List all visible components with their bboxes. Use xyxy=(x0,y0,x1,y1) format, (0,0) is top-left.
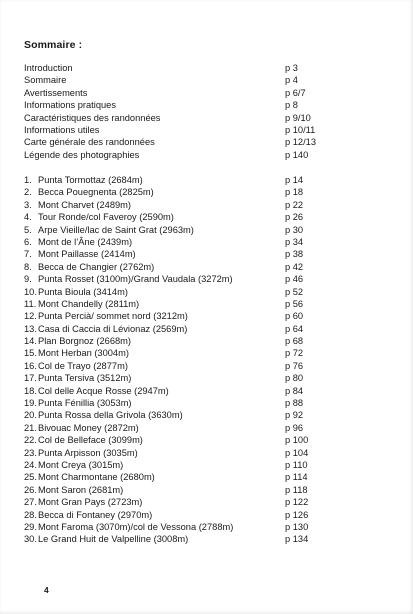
toc-entry-page: p 140 xyxy=(285,149,309,160)
toc-entry-text: Tour Ronde/col Faveroy (2590m) xyxy=(38,212,174,223)
page-number: 4 xyxy=(44,585,49,595)
toc-entry-page: p 4 xyxy=(285,75,298,86)
toc-entry-page: p 122 xyxy=(285,497,309,508)
intro-entries xyxy=(24,62,324,161)
toc-entry-label xyxy=(24,248,136,260)
toc-entry-text: Mont Charvet (2489m) xyxy=(38,199,132,210)
toc-entry xyxy=(24,211,324,223)
toc-entry-page: p 8 xyxy=(285,100,298,111)
toc-title: Sommaire : xyxy=(24,39,83,51)
toc-entry-page: p 96 xyxy=(285,422,304,433)
toc-entry-label xyxy=(24,211,174,223)
toc-entry-page: p 22 xyxy=(285,199,304,210)
toc-entry xyxy=(24,434,324,446)
toc-entry xyxy=(24,422,324,434)
toc-entry-page: p 100 xyxy=(285,435,309,446)
toc-entry-page: p 56 xyxy=(285,298,304,309)
toc-entry-number: 5. xyxy=(24,224,32,235)
toc-entry-text: Becca Pouegnenta (2825m) xyxy=(38,187,154,198)
toc-entry-page: p 14 xyxy=(285,175,304,185)
toc-entry-text: Mont de l’Âne (2439m) xyxy=(38,236,133,247)
toc-entry-page: p 30 xyxy=(285,224,304,235)
toc-entry-page: p 130 xyxy=(285,521,309,532)
toc-entry-text: Arpe Vieille/lac de Saint Grat (2963m) xyxy=(38,224,194,235)
toc-entry xyxy=(24,471,324,483)
toc-entry xyxy=(24,310,324,322)
toc-entry-text: Col delle Acque Rosse (2947m) xyxy=(38,385,169,396)
toc-entry-page: p 64 xyxy=(285,323,304,334)
toc-entry xyxy=(24,484,324,496)
toc-entry xyxy=(24,521,324,533)
toc-entry-label: Informations pratiques xyxy=(24,100,116,111)
toc-entry-label xyxy=(24,509,152,521)
toc-entry xyxy=(24,149,324,161)
toc-entry-text: Punta Bioula (3414m) xyxy=(38,286,128,297)
toc-entry-text: Col de Belleface (3099m) xyxy=(38,435,143,446)
toc-entry-number: 23. xyxy=(24,447,37,458)
toc-entry xyxy=(24,385,324,397)
toc-entry-label xyxy=(24,397,132,409)
toc-entry-page: p 12/13 xyxy=(285,137,317,148)
toc-entry-text: Mont Paillasse (2414m) xyxy=(38,249,136,260)
toc-entry xyxy=(24,273,324,285)
toc-entry-text: Punta Fénillia (3053m) xyxy=(38,398,132,409)
toc-entry xyxy=(24,409,324,421)
toc-entry-label xyxy=(24,286,128,298)
toc-entry-text: Punta Rosset (3100m)/Grand Vaudala (3272m) xyxy=(38,274,233,285)
toc-entry xyxy=(24,397,324,409)
toc-entry xyxy=(24,199,324,211)
toc-entry xyxy=(24,99,324,111)
toc-entry-label xyxy=(24,199,131,211)
toc-entry-label xyxy=(24,484,123,496)
toc-entry-label xyxy=(24,385,169,397)
toc-entry xyxy=(24,186,324,198)
toc-entry-number: 1. xyxy=(24,175,32,185)
toc-entry-text: Punta Rossa della Grivola (3630m) xyxy=(38,410,183,421)
toc-entry xyxy=(24,335,324,347)
toc-entry-number: 22. xyxy=(24,435,37,446)
toc-entry-label xyxy=(24,459,123,471)
toc-entry-number: 21. xyxy=(24,422,37,433)
toc-entry-number: 18. xyxy=(24,385,37,396)
toc-entry-page: p 18 xyxy=(285,187,304,198)
toc-entry xyxy=(24,286,324,298)
toc-entry-label xyxy=(24,471,155,483)
toc-entry-label xyxy=(24,409,183,421)
toc-entry-number: 25. xyxy=(24,472,37,483)
toc-entry-page: p 42 xyxy=(285,261,304,272)
toc-entry-page: p 26 xyxy=(285,212,304,223)
toc-entry-number: 26. xyxy=(24,484,37,495)
toc-entry-text: Mont Herban (3004m) xyxy=(38,348,129,359)
toc-entry-page: p 126 xyxy=(285,509,309,520)
toc-entry-label xyxy=(24,298,139,310)
toc-entry-page: p 3 xyxy=(285,63,298,73)
toc-entry-label xyxy=(24,261,154,273)
toc-entry-label xyxy=(24,533,188,545)
toc-entry-number: 6. xyxy=(24,236,32,247)
toc-entry-text: Punta Tormottaz (2684m) xyxy=(38,175,143,185)
toc-entry-page: p 68 xyxy=(285,336,304,347)
toc-entry-number: 10. xyxy=(24,286,37,297)
toc-entry-label xyxy=(24,224,194,236)
toc-entry-page: p 10/11 xyxy=(285,124,316,135)
toc-entry-text: Mont Saron (2681m) xyxy=(38,484,124,495)
toc-entry-page: p 118 xyxy=(285,484,308,495)
toc-entry xyxy=(24,347,324,359)
toc-entry-text: Punta Tersiva (3512m) xyxy=(38,373,132,384)
toc-entry-label xyxy=(24,521,233,533)
toc-entry-page: p 104 xyxy=(285,447,309,458)
toc-entry-label xyxy=(24,347,129,359)
toc-entry-label xyxy=(24,335,131,347)
toc-entry-number: 28. xyxy=(24,509,37,520)
toc-entry-page: p 110 xyxy=(285,459,308,470)
toc-entry xyxy=(24,74,324,86)
toc-entry xyxy=(24,323,324,335)
toc-entry-number: 20. xyxy=(24,410,37,421)
toc-entry xyxy=(24,459,324,471)
toc-entry xyxy=(24,261,324,273)
toc-entry-label xyxy=(24,422,139,434)
toc-entry-page: p 88 xyxy=(285,398,304,409)
toc-entry xyxy=(24,509,324,521)
toc-entry-label xyxy=(24,186,154,198)
toc-entry-text: Punta Percià/ sommet nord (3212m) xyxy=(38,311,188,322)
toc-entry xyxy=(24,533,324,545)
toc-entry xyxy=(24,174,324,186)
toc-entry-page: p 6/7 xyxy=(285,87,306,98)
toc-entry xyxy=(24,360,324,372)
toc-entry-page: p 114 xyxy=(285,472,308,483)
toc-entry-label xyxy=(24,434,143,446)
toc-entry-number: 17. xyxy=(24,373,37,384)
toc-entry-label xyxy=(24,310,188,322)
toc-entry xyxy=(24,62,324,74)
toc-entry-page: p 9/10 xyxy=(285,112,311,123)
toc-entry-number: 12. xyxy=(24,311,37,322)
toc-entry-page: p 34 xyxy=(285,236,304,247)
toc-entry xyxy=(24,447,324,459)
toc-entry-number: 19. xyxy=(24,398,37,409)
toc-entry-number: 30. xyxy=(24,534,37,545)
toc-entry-page: p 38 xyxy=(285,249,304,260)
toc-entry xyxy=(24,136,324,148)
toc-entry-label: Informations utiles xyxy=(24,124,100,135)
toc-entry-label xyxy=(24,236,132,248)
toc-entry-text: Le Grand Huit de Valpelline (3008m) xyxy=(38,534,189,545)
toc-entry-text: Bivouac Money (2872m) xyxy=(38,422,139,433)
toc-entry-number: 27. xyxy=(24,497,37,508)
toc-entry-label xyxy=(24,360,128,372)
toc-entry-label: Légende des photographies xyxy=(24,149,140,160)
toc-entry-number: 3. xyxy=(24,199,32,210)
toc-entry-page: p 72 xyxy=(285,348,304,359)
toc-entry-text: Becca di Fontaney (2970m) xyxy=(38,509,153,520)
toc-entry xyxy=(24,298,324,310)
hike-entries xyxy=(24,174,324,546)
toc-entry-label xyxy=(24,372,131,384)
toc-entry-page: p 92 xyxy=(285,410,304,421)
toc-entry-number: 14. xyxy=(24,336,37,347)
toc-entry-number: 8. xyxy=(24,261,32,272)
toc-entry-label xyxy=(24,273,233,285)
toc-entry-text: Punta Arpisson (3035m) xyxy=(38,447,138,458)
toc-entry-number: 9. xyxy=(24,274,32,285)
toc-entry-page: p 76 xyxy=(285,360,304,371)
toc-entry-text: Mont Creya (3015m) xyxy=(38,459,124,470)
toc-entry-number: 15. xyxy=(24,348,37,359)
toc-entry xyxy=(24,224,324,236)
toc-entry-text: Mont Chandelly (2811m) xyxy=(38,298,140,309)
toc-entry-text: Col de Trayo (2877m) xyxy=(38,360,128,371)
toc-entry-number: 29. xyxy=(24,521,37,532)
toc-entry-text: Casa di Caccia di Lévionaz (2569m) xyxy=(38,323,188,334)
toc-entry-label xyxy=(24,323,187,335)
toc-entry-page: p 46 xyxy=(285,274,304,285)
toc-entry-text: Mont Gran Pays (2723m) xyxy=(38,497,143,508)
toc-entry-page: p 52 xyxy=(285,286,304,297)
toc-entry-label: Carte générale des randonnées xyxy=(24,137,155,148)
toc-entry-page: p 80 xyxy=(285,373,304,384)
toc-entry-text: Plan Borgnoz (2668m) xyxy=(38,336,132,347)
toc-entry-label xyxy=(24,496,142,508)
toc-entry xyxy=(24,87,324,99)
toc-entry-number: 7. xyxy=(24,249,32,260)
toc-entry-text: Mont Charmontane (2680m) xyxy=(38,472,155,483)
toc-entry xyxy=(24,124,324,136)
toc-entry-number: 16. xyxy=(24,360,37,371)
toc-entry-label: Avertissements xyxy=(24,87,88,98)
toc-entry xyxy=(24,372,324,384)
toc-entry-label xyxy=(24,447,138,459)
toc-entry xyxy=(24,248,324,260)
toc-entry-page: p 84 xyxy=(285,385,304,396)
toc-entry-label: Sommaire xyxy=(24,75,67,86)
toc-entry xyxy=(24,496,324,508)
toc-entry-number: 13. xyxy=(24,323,37,334)
toc-entry-page: p 134 xyxy=(285,534,309,545)
toc-entry-label xyxy=(24,174,143,186)
toc-entry-label: Caractéristiques des randonnées xyxy=(24,112,161,123)
toc-entry-page: p 60 xyxy=(285,311,304,322)
toc-entry-number: 4. xyxy=(24,212,32,223)
toc-entry-number: 24. xyxy=(24,459,37,470)
toc-entry-text: Mont Faroma (3070m)/col de Vessona (2788m) xyxy=(38,521,234,532)
toc-entry-label: Introduction xyxy=(24,63,73,73)
toc-entry-number: 2. xyxy=(24,187,32,198)
toc-entry xyxy=(24,236,324,248)
toc-entry-text: Becca de Changier (2762m) xyxy=(38,261,155,272)
toc-entry-number: 11. xyxy=(24,298,37,309)
toc-entry xyxy=(24,112,324,124)
